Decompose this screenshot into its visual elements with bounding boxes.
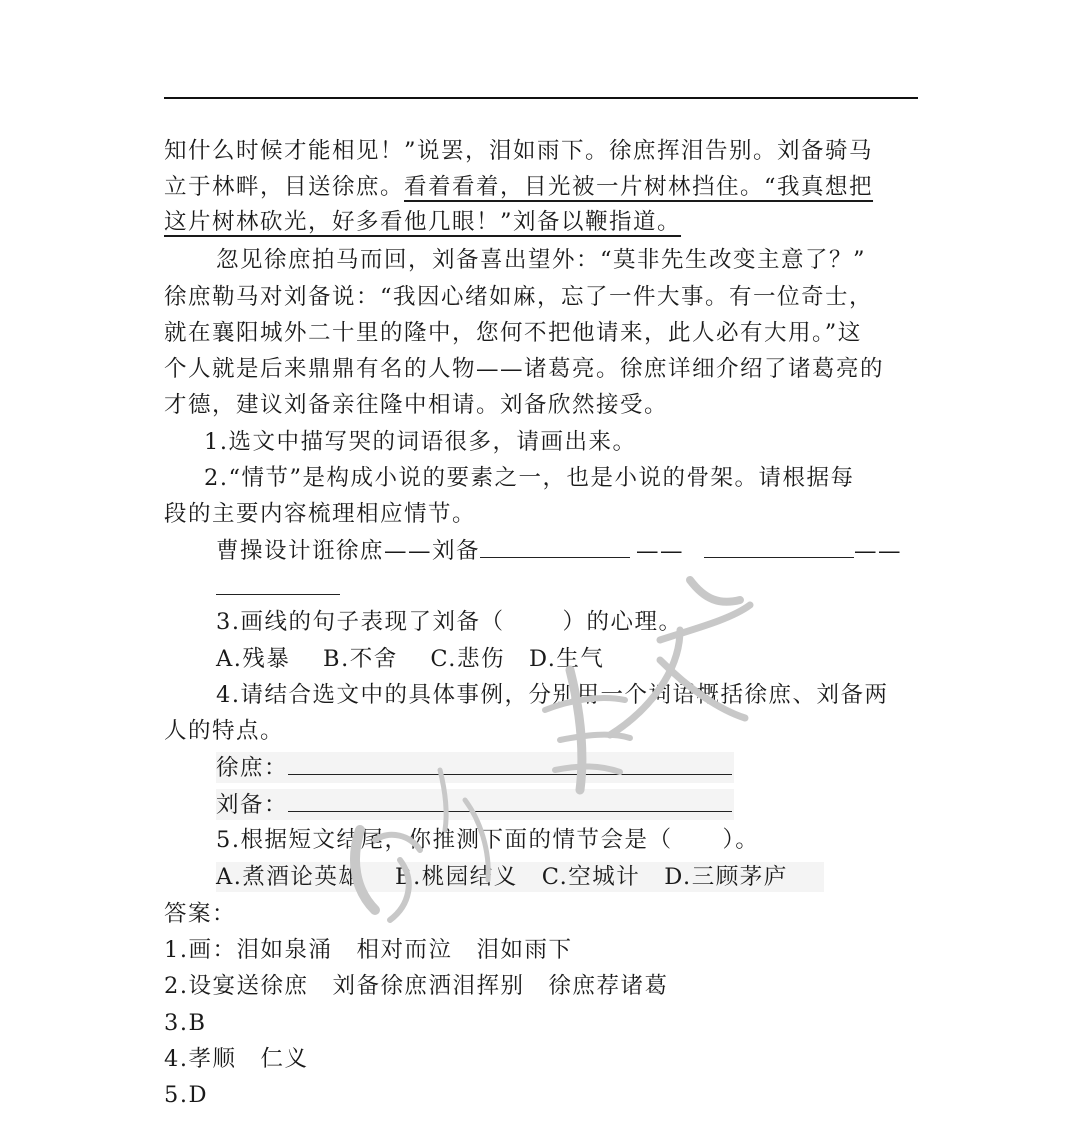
question-5 xyxy=(216,825,759,855)
question-4-xu-row xyxy=(216,752,734,783)
question-5-options: A.煮酒论英雄 B.桃园结义 C.空城计 D.三顾茅庐 xyxy=(216,862,824,892)
passage-line: 知什么时候才能相见！”说罢，泪如雨下。徐庶挥泪告别。刘备骑马 xyxy=(164,138,874,164)
answer-3: 3.B xyxy=(164,1010,207,1036)
passage-line: 才德，建议刘备亲往隆中相请。刘备欣然接受。 xyxy=(164,392,669,418)
question-4-line: 4.请结合选文中的具体事例，分别用一个词语概括徐庶、刘备两 xyxy=(216,682,889,708)
answer-blank[interactable] xyxy=(288,789,732,812)
question-2-line: 段的主要内容梳理相应情节。 xyxy=(164,501,477,527)
underlined-sentence: 这片树林砍光，好多看他几眼！”刘备以鞭指道。 xyxy=(164,209,682,235)
answers-heading: 答案： xyxy=(164,901,237,927)
passage-line xyxy=(164,172,873,202)
q5-suffix: ）。 xyxy=(722,827,760,853)
passage-line: 就在襄阳城外二十里的隆中，您何不把他请来，此人必有大用。”这 xyxy=(164,320,862,346)
dash: —— xyxy=(636,538,685,564)
q3-prefix: 3.画线的句子表现了刘备（ xyxy=(216,609,505,635)
fill-prefix: 曹操设计诳徐庶——刘备 xyxy=(216,538,481,564)
dash: —— xyxy=(854,538,903,564)
q3-suffix: ）的心理。 xyxy=(562,609,683,635)
answer-5: 5.D xyxy=(164,1082,209,1108)
question-2-fill-line xyxy=(216,535,902,566)
answer-blank[interactable] xyxy=(704,535,854,558)
passage-text: 立于林畔，目送徐庶。 xyxy=(164,174,405,200)
xu-label: 徐庶： xyxy=(216,755,289,781)
answer-2: 2.设宴送徐庶 刘备徐庶洒泪挥别 徐庶荐诸葛 xyxy=(164,973,669,999)
answer-1: 1.画：泪如泉涌 相对而泣 泪如雨下 xyxy=(164,937,573,963)
answer-blank[interactable] xyxy=(216,572,340,595)
question-4-line: 人的特点。 xyxy=(164,718,285,744)
answer-4: 4.孝顺 仁义 xyxy=(164,1046,309,1072)
passage-line xyxy=(164,207,681,237)
question-1: 1.选文中描写哭的词语很多，请画出来。 xyxy=(204,429,637,455)
passage-line: 忽见徐庶拍马而回，刘备喜出望外：“莫非先生改变主意了？” xyxy=(216,247,867,273)
liu-label: 刘备： xyxy=(216,792,289,818)
question-3 xyxy=(216,607,682,637)
underlined-sentence: 看着看着，目光被一片树林挡住。“我真想把 xyxy=(404,174,874,200)
top-rule xyxy=(164,97,918,99)
passage-line: 徐庶勒马对刘备说：“我因心绪如麻，忘了一件大事。有一位奇士， xyxy=(164,284,874,310)
question-2-fill-continuation xyxy=(216,572,340,603)
passage-line: 个人就是后来鼎鼎有名的人物——诸葛亮。徐庶详细介绍了诸葛亮的 xyxy=(164,356,885,382)
question-2-line: 2.“情节”是构成小说的要素之一，也是小说的骨架。请根据每 xyxy=(204,465,855,491)
answer-blank[interactable] xyxy=(288,752,732,775)
q5-prefix: 5.根据短文结尾，你推测下面的情节会是（ xyxy=(216,827,673,853)
question-3-options: A.残暴 B.不舍 C.悲伤 D.生气 xyxy=(216,646,605,672)
answer-blank[interactable] xyxy=(480,535,630,558)
question-4-liu-row xyxy=(216,789,734,820)
